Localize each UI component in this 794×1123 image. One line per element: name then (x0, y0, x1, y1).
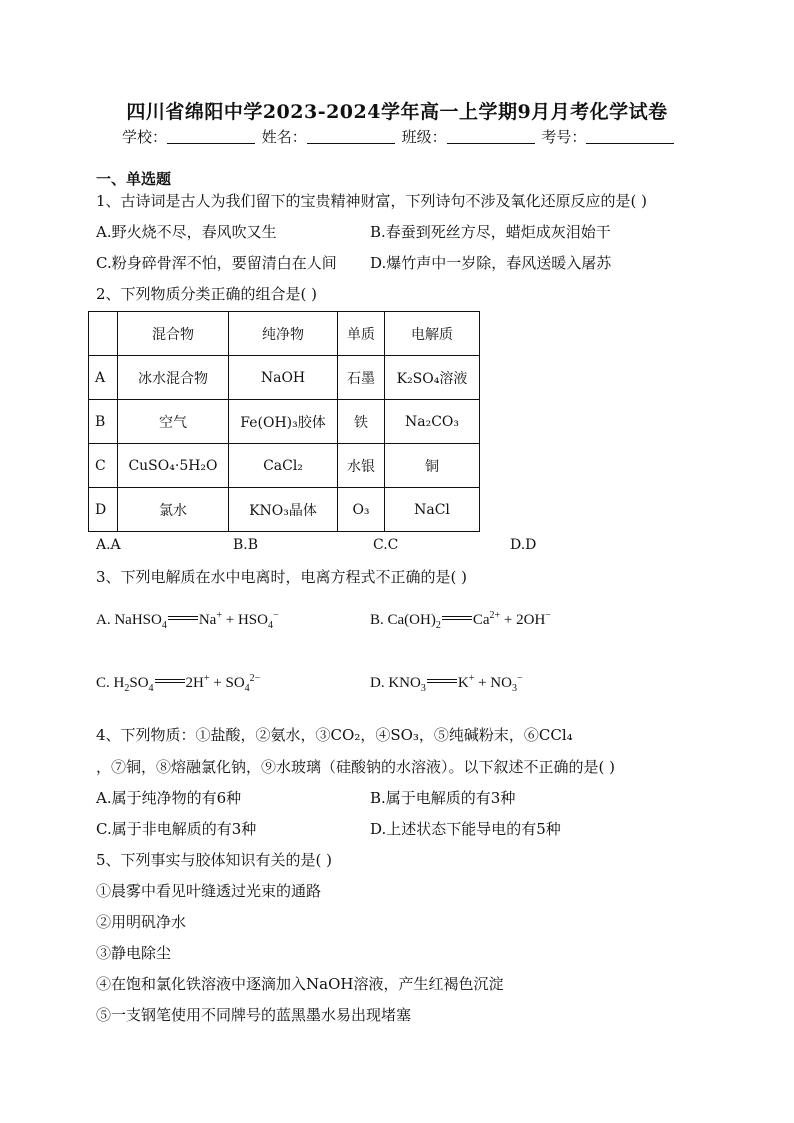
list-item: ②用明矾净水 (96, 913, 187, 931)
q1-option-c: C.粉身碎骨浑不怕，要留清白在人间 (96, 254, 337, 272)
name-label: 姓名： (261, 128, 307, 146)
q3-stem: 3、下列电解质在水中电离时，电离方程式不正确的是( ) (96, 568, 468, 586)
table-cell: D (89, 488, 118, 532)
table-cell: 空气 (118, 400, 229, 444)
table-header-row (89, 312, 480, 356)
q2-option-a: A.A (96, 537, 121, 553)
q4-option-d: D.上述状态下能导电的有5种 (370, 820, 561, 838)
table-cell: NaCl (385, 488, 480, 532)
table-row (89, 356, 480, 400)
table-cell: 铜 (385, 444, 480, 488)
table-cell: 水银 (338, 444, 385, 488)
table-cell: KNO₃晶体 (229, 488, 338, 532)
q4-option-b: B.属于电解质的有3种 (370, 789, 516, 807)
q4-stem-line-2: ，⑦铜，⑧熔融氯化钠，⑨水玻璃（硅酸钠的水溶液）。以下叙述不正确的是( ) (96, 758, 615, 776)
classification-table (88, 311, 480, 532)
q5-stem: 5、下列事实与胶体知识有关的是( ) (96, 851, 333, 869)
equals-sign (155, 679, 185, 683)
q3-option-d-label: D. (370, 675, 385, 691)
name-blank[interactable] (307, 129, 395, 144)
list-item: ③静电除尘 (96, 944, 172, 962)
q2-option-b: B.B (233, 537, 259, 553)
section-title: 一、单选题 (96, 170, 172, 188)
list-item: ④在饱和氯化铁溶液中逐滴加入NaOH溶液，产生红褐色沉淀 (96, 975, 504, 993)
table-cell: C (89, 444, 118, 488)
equals-sign (442, 616, 472, 620)
q3-option-b: B. $Ca(OH)_2$ $Ca^{2+} + 2OH^-$ (370, 610, 551, 631)
table-header: 纯净物 (229, 312, 338, 356)
table-header: 单质 (338, 312, 385, 356)
table-cell: O₃ (338, 488, 385, 532)
table-header: 电解质 (385, 312, 480, 356)
q4-option-a: A.属于纯净物的有6种 (96, 789, 242, 807)
list-item: ①晨雾中看见叶缝透过光束的通路 (96, 882, 322, 900)
student-info-line (122, 126, 676, 147)
equals-sign (427, 679, 457, 683)
q1-option-b: B.春蚕到死丝方尽，蜡炬成灰泪始干 (370, 223, 611, 241)
q3-option-a: A. NaHSO$_4$ $Na^+ + HSO_4^-$ (96, 610, 279, 631)
number-label: 考号： (541, 128, 587, 146)
q2-stem: 2、下列物质分类正确的组合是( ) (96, 285, 318, 303)
table-cell (89, 312, 118, 356)
table-cell: A (89, 356, 118, 400)
q4-stem-line-1: 4、下列物质：①盐酸，②氨水，③CO₂，④SO₃，⑤纯碱粉末，⑥CCl₄ (96, 726, 573, 744)
school-blank[interactable] (167, 129, 255, 144)
list-item: ⑤一支钢笔使用不同牌号的蓝黑墨水易出现堵塞 (96, 1006, 412, 1024)
table-cell: Fe(OH)₃胶体 (229, 400, 338, 444)
table-cell: 铁 (338, 400, 385, 444)
q1-stem: 1、古诗词是古人为我们留下的宝贵精神财富，下列诗句不涉及氧化还原反应的是( ) (96, 192, 648, 210)
school-label: 学校： (122, 128, 168, 146)
q3-option-c: C. $H_2SO_4$ $2H^+ + SO_4^{2-}$ (96, 673, 261, 694)
table-cell: Na₂CO₃ (385, 400, 480, 444)
table-row (89, 400, 480, 444)
number-blank[interactable] (586, 129, 674, 144)
exam-title: 四川省绵阳中学2023-2024学年高一上学期9月月考化学试卷 (126, 101, 668, 123)
table-cell: CuSO₄·5H₂O (118, 444, 229, 488)
table-row (89, 444, 480, 488)
table-cell: 冰水混合物 (118, 356, 229, 400)
q3-option-c-label: C. (96, 675, 110, 691)
q4-option-c: C.属于非电解质的有3种 (96, 820, 257, 838)
q1-option-d: D.爆竹声中一岁除，春风送暖入屠苏 (370, 254, 612, 272)
q2-option-c: C.C (373, 537, 399, 553)
q3-option-b-label: B. (370, 612, 384, 628)
q3-option-d: D. $KNO_3$ $K^+ + NO_3^-$ (370, 673, 523, 694)
table-row (89, 488, 480, 532)
equals-sign (168, 616, 198, 620)
table-header: 混合物 (118, 312, 229, 356)
table-cell: NaOH (229, 356, 338, 400)
table-cell: 石墨 (338, 356, 385, 400)
class-blank[interactable] (447, 129, 535, 144)
q1-option-a: A.野火烧不尽，春风吹又生 (96, 223, 277, 241)
table-cell: CaCl₂ (229, 444, 338, 488)
q3-option-a-label: A. (96, 612, 111, 628)
q2-option-d: D.D (510, 537, 537, 553)
class-label: 班级： (401, 128, 447, 146)
table-cell: K₂SO₄溶液 (385, 356, 480, 400)
table-cell: B (89, 400, 118, 444)
table-cell: 氯水 (118, 488, 229, 532)
